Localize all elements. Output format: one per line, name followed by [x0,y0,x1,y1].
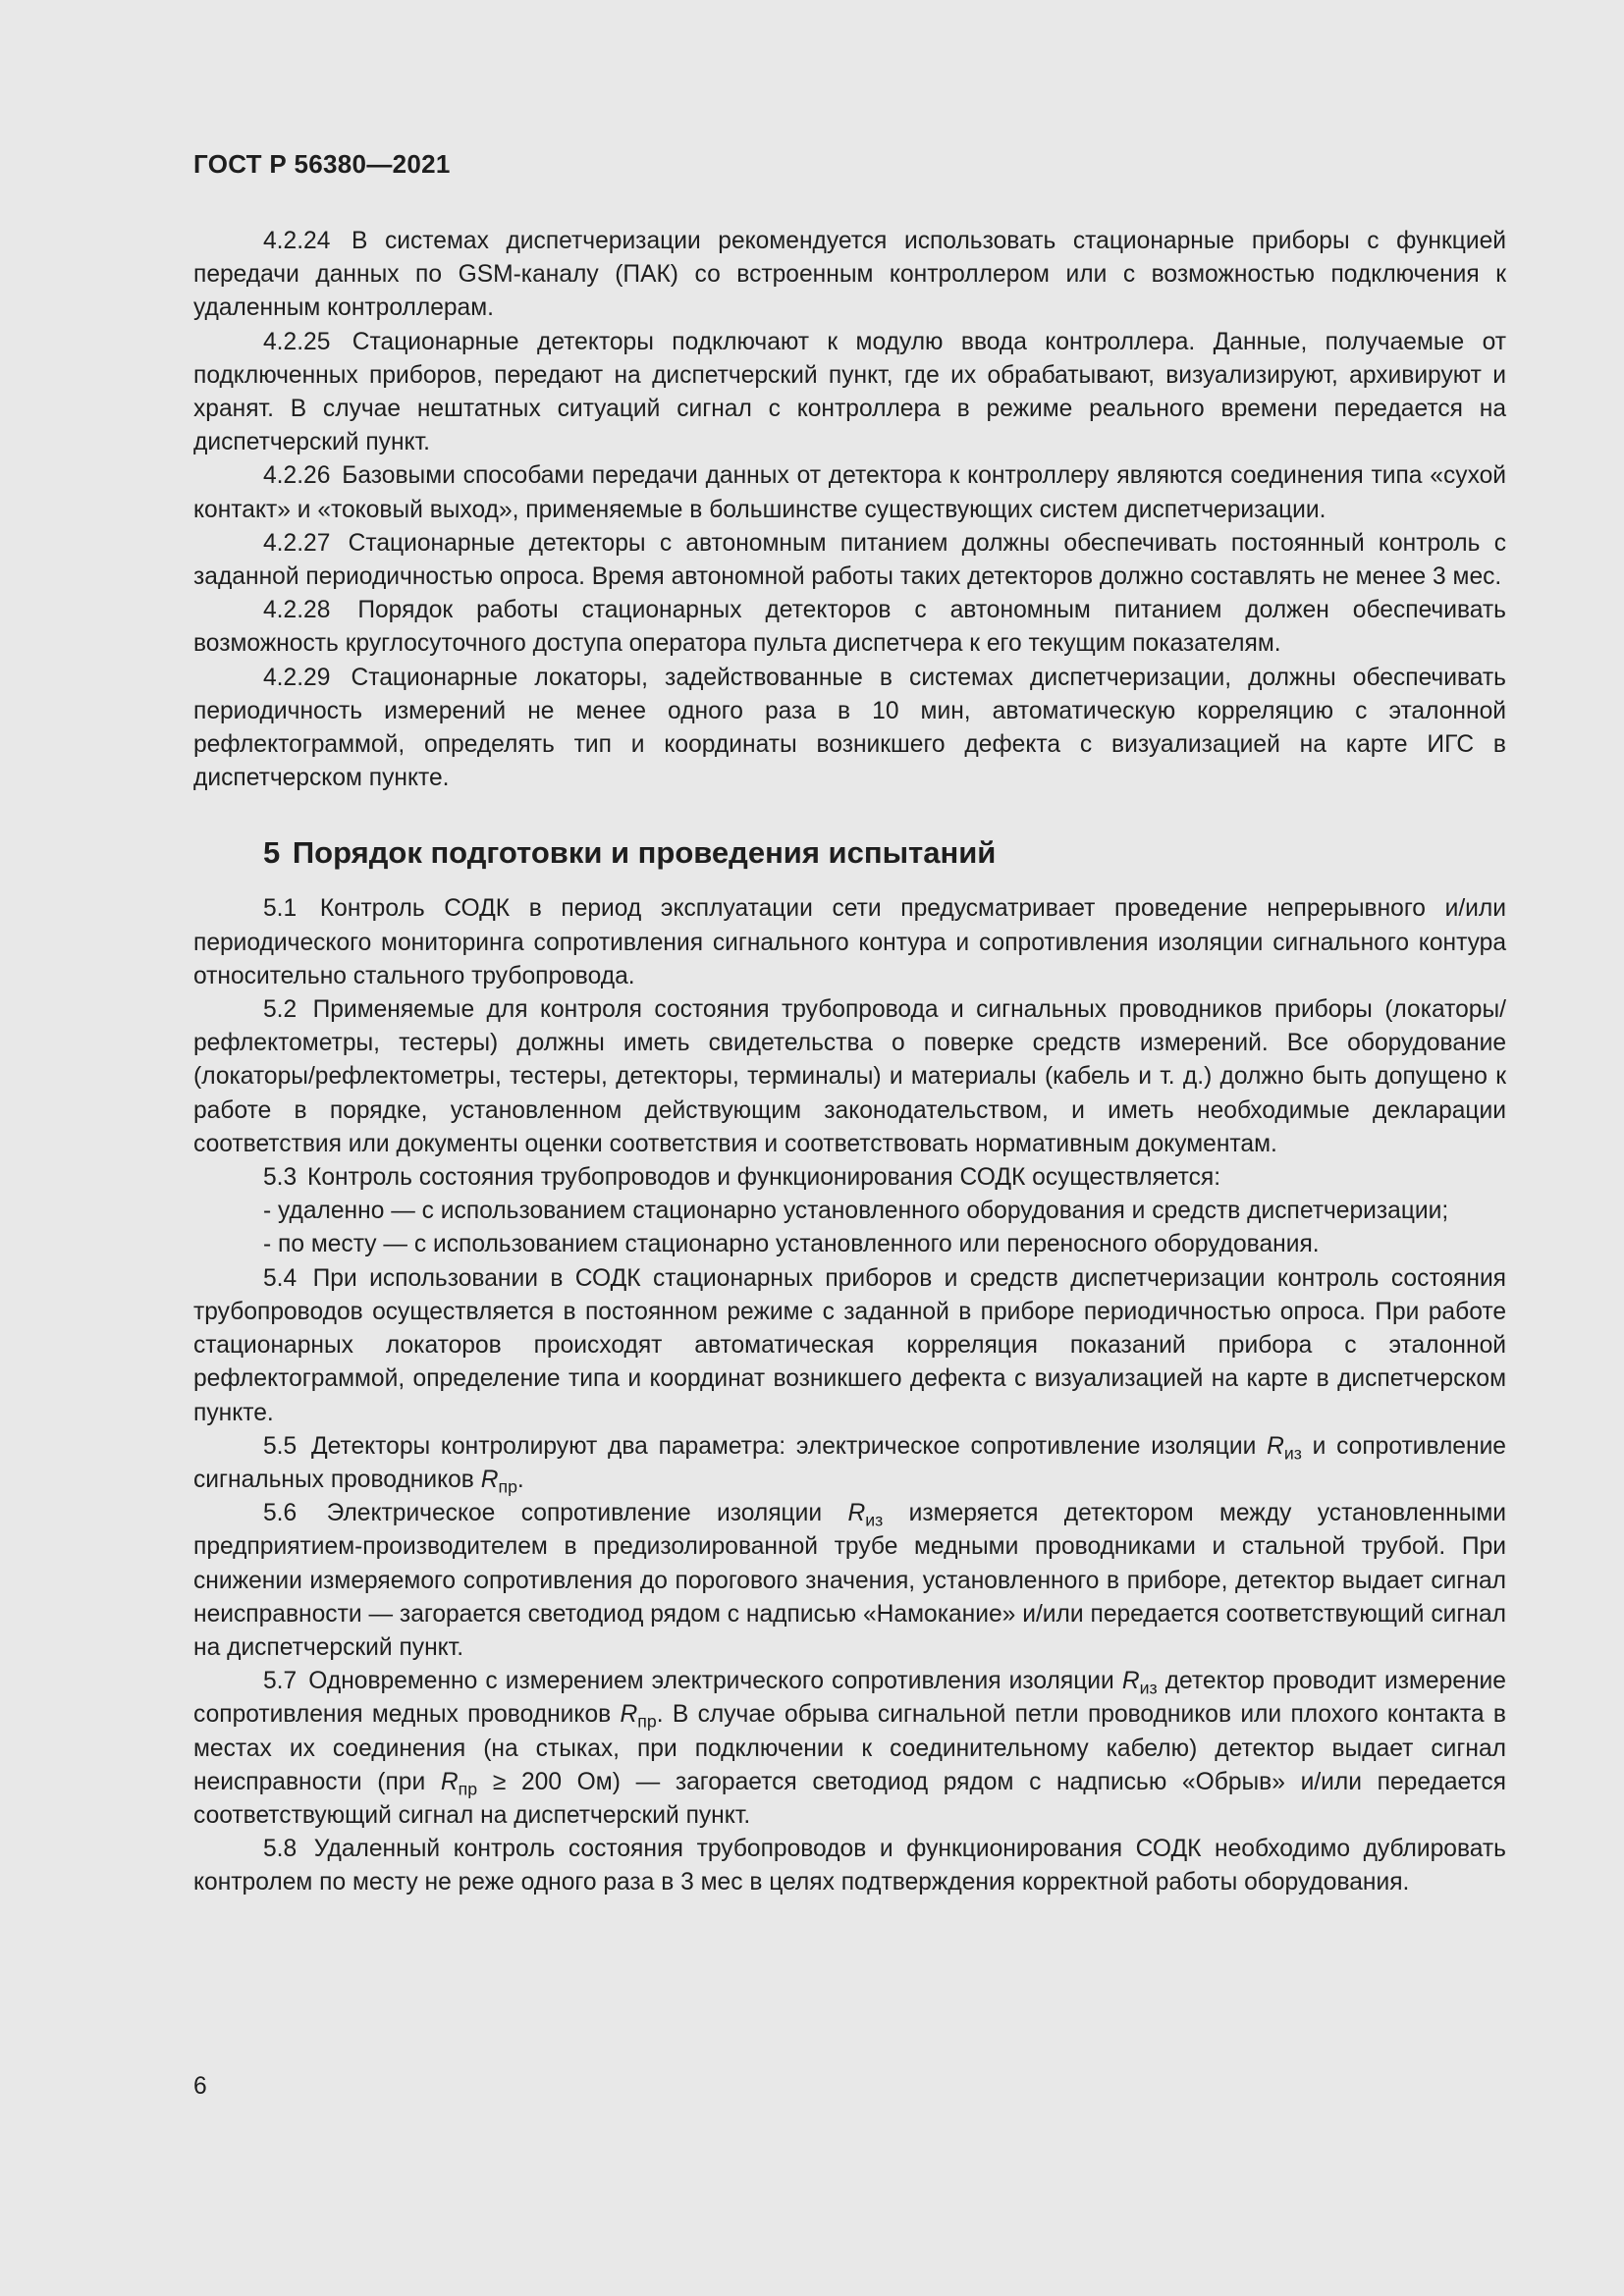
paragraph-text: Контроль состояния трубопроводов и функционирования СОДК осуществляется: [307,1164,1221,1192]
paragraph-text: и сопротивление сигнальных проводников [193,1432,1506,1493]
paragraph-5-7 [193,1665,1506,1833]
paragraph-4-2-26 [193,459,1506,526]
section-5-heading [193,833,1506,873]
symbol-r: R [480,1466,499,1493]
section-number: 5 [263,835,281,871]
paragraph-text: Применяемые для контроля состояния трубопровода и сигнальных проводников приборы (локаторы/рефлектометры, тестеры) должны иметь свидетельства о поверке средств измерений. Все оборудование (локаторы/рефлектометры, тестеры, детекторы, терминалы) и материалы (кабель и т. д.) должно быть допущено к работе в порядке, установленном действующим законодательством, и иметь необходимые декларации соответствия или документы оценки соответствия и соответствовать нормативным документам. [193,996,1506,1157]
paragraph-number: 4.2.25 [263,328,331,355]
paragraph-text: Удаленный контроль состояния трубопроводов и функционирования СОДК необходимо дублировать контролем по месту не реже одного раза в 3 мес в целях подтверждения корректной работы оборудования. [193,1836,1506,1896]
paragraph-text: Контроль СОДК в период эксплуатации сети предусматривает проведение непрерывного и/или периодического мониторинга сопротивления сигнального контура и сопротивления изоляции сигнального контура относительно стального трубопровода. [193,895,1506,989]
paragraph-number: 4.2.29 [263,664,331,691]
paragraph-4-2-24 [193,225,1506,326]
subscript-iz: из [1139,1678,1158,1698]
paragraph-text: Порядок работы стационарных детекторов с автономным питанием должен обеспечивать возможность круглосуточного доступа оператора пульта диспетчера к его текущим показателям. [193,597,1506,658]
subscript-iz: из [1283,1443,1302,1464]
subscript-pr: пр [498,1476,517,1497]
paragraph-text: . В случае обрыва сигнальной петли проводников или плохого контакта в местах их соединения (на стыках, при подключении к соединительному кабелю) детектор выдает сигнал неисправности (при [193,1701,1506,1795]
paragraph-text: Базовыми способами передачи данных от детектора к контроллеру являются соединения типа «сухой контакт» и «токовый выход», применяемые в большинстве существующих систем диспетчеризации. [193,462,1507,523]
subscript-iz: из [865,1510,884,1530]
paragraph-number: 4.2.24 [263,228,331,254]
paragraph-number: 5.3 [263,1164,298,1192]
paragraph-text: детектор проводит измерение сопротивления медных проводников [193,1668,1506,1729]
paragraph-5-4 [193,1262,1506,1430]
subscript-pr: пр [458,1779,478,1799]
paragraph-text: Стационарные детекторы с автономным питанием должны обеспечивать постоянный контроль с заданной периодичностью опроса. Время автономной работы таких детекторов должно составлять не менее 3 мес. [193,529,1506,591]
paragraph-5-1 [193,892,1506,993]
paragraph-5-2 [193,993,1506,1161]
paragraph-text: Одновременно с измерением электрического сопротивления изоляции [308,1668,1114,1695]
symbol-r: R [1121,1668,1140,1695]
paragraph-text: измеряется детектором между установленными предприятием-производителем в предизолированной трубе медными проводниками и стальной трубой. При снижении измеряемого сопротивления до порогового значения, установленного в приборе, детектор выдает сигнал неисправности — загорается светодиод рядом с надписью «Намокание» и/или передается соответствующий сигнал на диспетчерский пункт. [193,1500,1507,1661]
paragraph-text: Стационарные детекторы подключают к модулю ввода контроллера. Данные, получаемые от подключенных приборов, передают на диспетчерский пункт, где их обрабатывают, визуализируют, архивируют и хранят. В случае нештатных ситуаций сигнал с контроллера в режиме реального времени передается на диспетчерский пункт. [193,328,1506,456]
paragraph-number: 5.4 [263,1264,298,1292]
paragraph-4-2-27 [193,527,1506,594]
paragraph-number: 5.2 [263,996,298,1024]
list-item-onsite: - по месту — с использованием стационарно установленного или переносного оборудования. [263,1231,1320,1258]
document-body [193,225,1506,1900]
paragraph-5-5 [193,1430,1506,1497]
paragraph-number: 5.5 [263,1432,298,1460]
paragraph-number: 5.8 [263,1836,298,1863]
paragraph-5-3 [193,1161,1506,1195]
subscript-pr: пр [637,1711,657,1732]
paragraph-number: 5.7 [263,1668,298,1695]
paragraph-text: . [516,1466,524,1493]
paragraph-text: Стационарные локаторы, задействованные в системах диспетчеризации, должны обеспечивать периодичность измерений не менее одного раза в 10 мин, автоматическую корреляцию с эталонной рефлектограммой, определять тип и координаты возникшего дефекта с визуализацией на карте ИГС в диспетчерском пункте. [193,664,1506,792]
symbol-r: R [440,1768,459,1795]
paragraph-5-8 [193,1833,1506,1899]
paragraph-text: В системах диспетчеризации рекомендуется использовать стационарные приборы с функцией передачи данных по GSM-каналу (ПАК) со встроенным контроллером или с возможностью подключения к удаленным контроллерам. [193,228,1506,322]
paragraph-4-2-28 [193,594,1506,661]
symbol-r: R [1267,1432,1284,1460]
symbol-r: R [620,1701,638,1729]
paragraph-number: 4.2.27 [263,529,331,557]
paragraph-number: 5.1 [263,895,298,923]
paragraph-number: 5.6 [263,1500,298,1527]
paragraph-4-2-29 [193,662,1506,796]
paragraph-4-2-25 [193,326,1506,460]
paragraph-text: При использовании в СОДК стационарных приборов и средств диспетчеризации контроль состояния трубопроводов осуществляется в постоянном режиме с заданной в приборе периодичностью опроса. При работе стационарных локаторов происходят автоматическая корреляция показаний прибора с эталонной рефлектограммой, определение типа и координат возникшего дефекта с визуализацией на карте в диспетчерском пункте. [193,1264,1507,1426]
paragraph-text: Электрическое сопротивление изоляции [326,1500,823,1527]
paragraph-text: Детекторы контролируют два параметра: электрическое сопротивление изоляции [310,1432,1257,1460]
paragraph-number: 4.2.26 [263,462,331,490]
page-number: 6 [193,2073,207,2100]
paragraph-text: ≥ 200 Ом) — загорается светодиод рядом с надписью «Обрыв» и/или передается соответствующий сигнал на диспетчерский пункт. [193,1768,1506,1829]
list-item-remote: - удаленно — с использованием стационарно установленного оборудования и средств диспетчеризации; [263,1198,1449,1225]
paragraph-number: 4.2.28 [263,597,331,624]
paragraph-5-6 [193,1497,1506,1665]
symbol-r: R [847,1500,866,1527]
section-title: Порядок подготовки и проведения испытаний [292,835,997,871]
document-header: ГОСТ Р 56380—2021 [193,149,451,179]
